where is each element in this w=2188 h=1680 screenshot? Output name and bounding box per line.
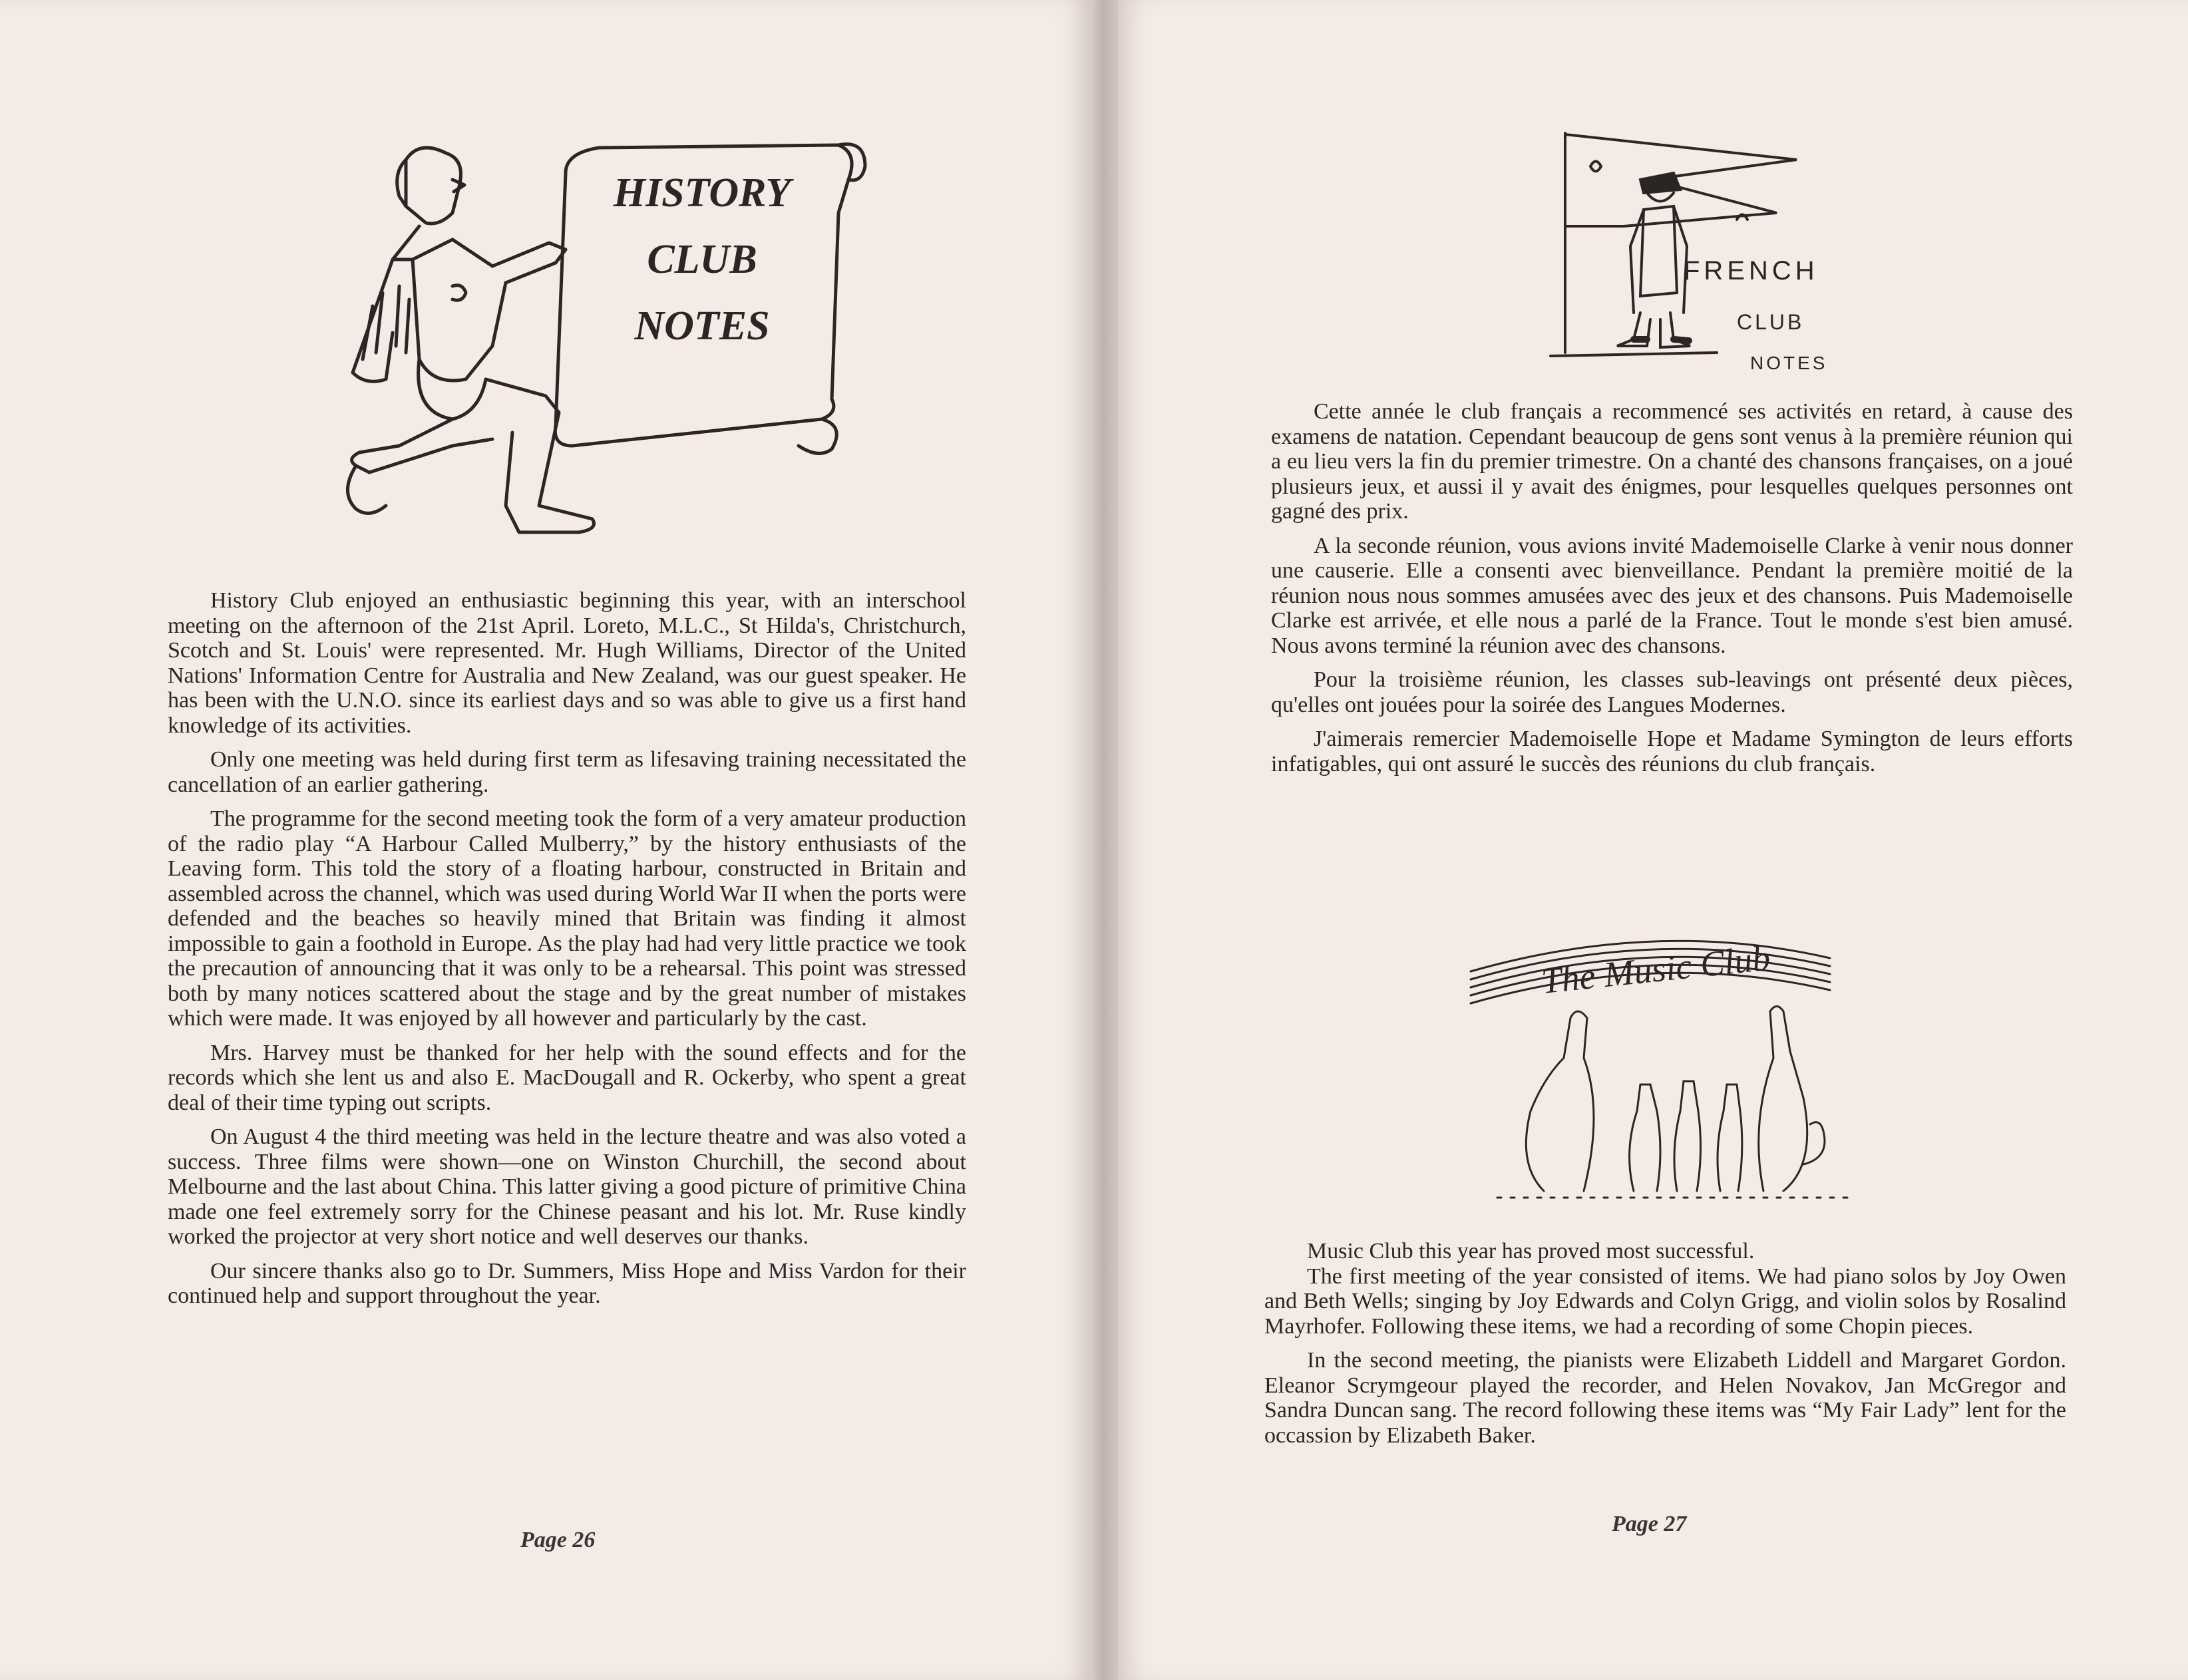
- french-heading-line1: FRENCH: [1684, 256, 1819, 285]
- music-club-illustration: [1457, 912, 1883, 1224]
- music-club-article: [1264, 1239, 2066, 1457]
- history-paragraph-5: On August 4 the third meeting was held in the lecture theatre and was also voted a success. Three films were shown—one on Winston Churchill, the second about Melbourne and the last about China. This latter giving a good picture of primitive China made one feel extremely sorry for the Chinese peasant and his lot. Mr. Ruse kindly worked the projector at very short notice and well deserves our thanks.: [168, 1124, 966, 1249]
- french-paragraph-4: J'aimerais remercier Mademoiselle Hope et Madame Symington de leurs efforts infatigables, qui ont assuré le succès des réunions du club français.: [1271, 727, 2073, 776]
- music-paragraph-1: Music Club this year has proved most successful.: [1307, 1239, 1755, 1263]
- history-paragraph-2: Only one meeting was held during first term as lifesaving training necessitated the cancellation of an earlier gathering.: [168, 747, 966, 797]
- french-paragraph-2: A la seconde réunion, vous avions invité Mademoiselle Clarke à venir nous donner une causerie. Elle a consenti avec bienveillance. Pendant la première moitié de la réunion nous nous sommes amusées avec des jeux et des chansons. Puis Mademoiselle Clarke est arrivée, et elle nous a parlé de la France. Tout le monde s'est bien amusé. Nous avons terminé la réunion avec des chansons.: [1271, 533, 2073, 658]
- music-paragraph-3: In the second meeting, the pianists were Elizabeth Liddell and Margaret Gordon. Eleanor Scrymgeour played the recorder, and Helen Novakov, Jan McGregor and Sandra Duncan sang. The record following these items was “My Fair Lady” lent for the occassion by Elizabeth Baker.: [1264, 1348, 2066, 1448]
- history-paragraph-1: History Club enjoyed an enthusiastic beginning this year, with an interschool meeting on the afternoon of the 21st April. Loreto, M.L.C., St Hilda's, Christchurch, Scotch and St. Louis' were represented. Mr. Hugh Williams, Director of the United Nations' Information Centre for Australia and New Zealand, was our guest speaker. He has been with the U.N.O. since its earliest days and so was able to give us a first hand knowledge of its activities.: [168, 588, 966, 738]
- music-club-heading: The Music Club: [1539, 937, 1772, 1001]
- page-number-right: Page 27: [1612, 1512, 1687, 1536]
- music-paragraph-2: The first meeting of the year consisted of items. We had piano solos by Joy Owen and Beth Wells; singing by Joy Edwards and Colyn Grigg, and violin solos by Rosalind Mayrhofer. Following these items, we had a recording of some Chopin pieces.: [1264, 1263, 2066, 1339]
- french-paragraph-3: Pour la troisième réunion, les classes sub-leavings ont présenté deux pièces, qu'elles ont jouées pour la soirée des Langues Modernes.: [1271, 667, 2073, 717]
- french-paragraph-1: Cette année le club français a recommencé ses activités en retard, à cause des examens de natation. Cependant beaucoup de gens sont venus à la première réunion qui a eu lieu vers la fin du premier trimestre. On a chanté des chansons françaises, on a joué plusieurs jeux, et aussi il y avait des énigmes, pour lesquelles quelques personnes ont gagné des prix.: [1271, 399, 2073, 524]
- french-club-article: [1271, 399, 2073, 786]
- history-paragraph-4: Mrs. Harvey must be thanked for her help with the sound effects and for the records which she lent us and also E. MacDougall and R. Ockerby, who spent a great deal of their time typing out scripts.: [168, 1040, 966, 1115]
- french-heading-line2: CLUB: [1737, 310, 1805, 334]
- page-number-left: Page 26: [520, 1528, 596, 1552]
- history-paragraph-3: The programme for the second meeting took the form of a very amateur production of the radio play “A Harbour Called Mulberry,” by the history enthusiasts of the Leaving form. This told the story of a floating harbour, constructed in Britain and assembled across the channel, which was used during World War II when the ports were defended and the beaches so heavily mined that Britain was finding it almost impossible to gain a foothold in Europe. As the play had had very little practice we took the precaution of announcing that it was only to be a rehearsal. This point was stressed both by many notices scattered about the stage and by the great number of mistakes which were made. It was enjoyed by all however and particularly by the cast.: [168, 806, 966, 1031]
- history-club-article: [168, 588, 966, 1318]
- book-gutter: [1091, 0, 1118, 1680]
- history-heading-line1: HISTORY: [613, 170, 791, 216]
- history-heading-line3: NOTES: [634, 303, 770, 349]
- history-club-illustration: [253, 133, 878, 559]
- french-heading-line3: NOTES: [1750, 353, 1828, 373]
- history-heading-line2: CLUB: [647, 237, 757, 282]
- french-club-illustration: [1517, 126, 1890, 379]
- history-paragraph-6: Our sincere thanks also go to Dr. Summers, Miss Hope and Miss Vardon for their continued help and support throughout the year.: [168, 1258, 966, 1308]
